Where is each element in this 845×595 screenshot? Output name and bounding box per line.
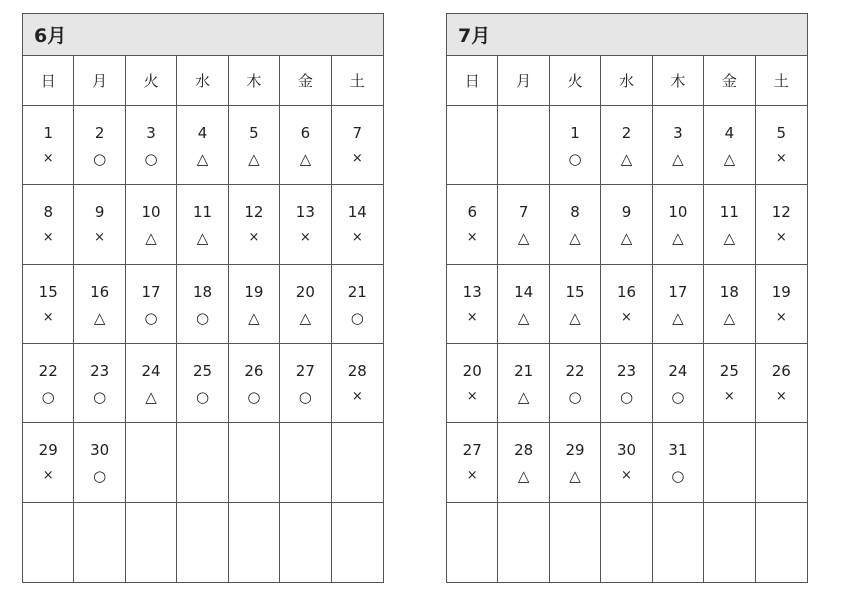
- availability-mark: ×: [775, 151, 787, 166]
- day-cell[interactable]: [447, 423, 498, 502]
- day-number: 22: [565, 362, 585, 380]
- day-cell[interactable]: [653, 423, 704, 502]
- day-number: 6: [300, 124, 311, 142]
- day-cell[interactable]: [550, 344, 601, 423]
- day-number: 3: [146, 124, 156, 142]
- availability-mark: △: [723, 308, 736, 327]
- day-number: 16: [90, 282, 110, 301]
- day-number: 11: [719, 203, 739, 222]
- day-number: 10: [668, 203, 688, 222]
- availability-mark: △: [196, 229, 209, 248]
- empty-cell: [332, 423, 383, 502]
- day-cell[interactable]: [74, 106, 125, 185]
- day-number: 15: [565, 282, 585, 301]
- day-cell[interactable]: [756, 344, 807, 423]
- availability-mark: ○: [671, 388, 685, 406]
- day-cell[interactable]: [550, 106, 601, 185]
- availability-mark: ○: [568, 388, 582, 406]
- empty-cell: [498, 106, 549, 185]
- day-cell[interactable]: [601, 344, 652, 423]
- day-cell[interactable]: [653, 106, 704, 185]
- day-number: 15: [38, 282, 58, 301]
- day-cell[interactable]: [74, 423, 125, 502]
- day-number: 20: [462, 362, 482, 380]
- availability-mark: △: [517, 229, 530, 248]
- availability-mark: ○: [144, 308, 158, 327]
- availability-mark: △: [620, 229, 633, 248]
- availability-mark: ×: [351, 230, 363, 246]
- availability-mark: ×: [42, 151, 54, 166]
- day-number: 19: [771, 282, 791, 301]
- availability-mark: ×: [775, 230, 787, 246]
- day-number: 13: [462, 282, 482, 301]
- weekday-header: 木: [229, 56, 280, 106]
- day-number: 8: [43, 203, 53, 222]
- empty-cell: [498, 503, 549, 582]
- day-number: 3: [673, 124, 683, 142]
- empty-cell: [704, 503, 755, 582]
- empty-cell: [280, 423, 331, 502]
- day-cell[interactable]: [229, 344, 280, 423]
- availability-mark: △: [93, 308, 106, 327]
- empty-cell: [550, 503, 601, 582]
- weekday-header: 日: [447, 56, 498, 106]
- availability-mark: △: [723, 229, 736, 248]
- day-number: 10: [141, 203, 161, 222]
- availability-mark: ×: [621, 468, 632, 484]
- day-number: 23: [90, 362, 110, 380]
- day-number: 17: [668, 282, 688, 301]
- availability-mark: △: [517, 388, 530, 406]
- day-number: 25: [719, 362, 739, 380]
- empty-cell: [332, 503, 383, 582]
- day-number: 21: [514, 362, 534, 380]
- empty-cell: [126, 423, 177, 502]
- day-cell[interactable]: [704, 265, 755, 344]
- day-cell[interactable]: [126, 265, 177, 344]
- day-number: 4: [724, 124, 735, 142]
- day-number: 24: [141, 362, 161, 380]
- day-number: 18: [192, 282, 213, 301]
- availability-mark: ×: [466, 230, 478, 246]
- day-number: 27: [295, 362, 315, 380]
- day-number: 7: [518, 203, 529, 222]
- day-cell[interactable]: [332, 344, 383, 423]
- availability-mark: △: [517, 308, 530, 327]
- day-cell[interactable]: [704, 344, 755, 423]
- empty-cell: [229, 423, 280, 502]
- weekday-header: 水: [601, 56, 652, 106]
- day-cell[interactable]: [498, 185, 549, 264]
- availability-mark: ×: [775, 389, 787, 404]
- day-cell[interactable]: [229, 106, 280, 185]
- availability-mark: ×: [42, 230, 54, 246]
- weekday-header: 木: [653, 56, 704, 106]
- day-number: 28: [514, 441, 534, 460]
- day-number: 14: [347, 203, 367, 222]
- availability-mark: ○: [195, 308, 210, 327]
- day-number: 30: [90, 441, 110, 460]
- availability-mark: ×: [621, 309, 632, 325]
- day-cell[interactable]: [601, 265, 652, 344]
- day-cell[interactable]: [653, 185, 704, 264]
- empty-cell: [280, 503, 331, 582]
- availability-mark: ×: [466, 389, 478, 404]
- availability-mark: ○: [93, 388, 107, 406]
- availability-mark: △: [299, 150, 312, 168]
- day-number: 8: [570, 203, 580, 222]
- availability-mark: ×: [299, 230, 311, 246]
- empty-cell: [177, 503, 228, 582]
- availability-mark: △: [569, 308, 581, 327]
- day-cell[interactable]: [74, 185, 125, 264]
- day-cell[interactable]: [550, 265, 601, 344]
- weekday-header: 金: [280, 56, 331, 106]
- day-cell[interactable]: [126, 106, 177, 185]
- day-cell[interactable]: [653, 344, 704, 423]
- day-cell[interactable]: [229, 265, 280, 344]
- day-cell[interactable]: [126, 344, 177, 423]
- day-number: 7: [352, 124, 363, 142]
- availability-mark: ×: [351, 151, 363, 166]
- empty-cell: [447, 503, 498, 582]
- day-cell[interactable]: [23, 265, 74, 344]
- day-number: 1: [570, 124, 580, 142]
- weekday-header: 土: [756, 56, 807, 106]
- day-cell[interactable]: [756, 185, 807, 264]
- availability-mark: ○: [247, 388, 261, 406]
- day-number: 12: [244, 203, 264, 222]
- availability-mark: △: [299, 308, 312, 327]
- day-number: 29: [38, 441, 58, 460]
- day-cell[interactable]: [550, 423, 601, 502]
- weekday-header: 月: [74, 56, 125, 106]
- availability-mark: △: [672, 308, 684, 327]
- availability-mark: △: [145, 229, 157, 248]
- availability-mark: ○: [41, 388, 55, 406]
- empty-cell: [74, 503, 125, 582]
- day-number: 5: [249, 124, 259, 142]
- day-cell[interactable]: [23, 423, 74, 502]
- day-number: 13: [295, 203, 315, 222]
- day-number: 14: [514, 282, 534, 301]
- availability-mark: ×: [94, 230, 106, 246]
- availability-mark: △: [723, 150, 736, 168]
- availability-mark: △: [672, 150, 684, 168]
- day-number: 26: [244, 362, 264, 380]
- availability-mark: ○: [298, 388, 312, 406]
- day-number: 23: [616, 362, 637, 380]
- availability-mark: ○: [568, 150, 582, 168]
- empty-cell: [126, 503, 177, 582]
- day-cell[interactable]: [447, 185, 498, 264]
- day-cell[interactable]: [447, 344, 498, 423]
- availability-mark: ×: [248, 230, 260, 246]
- day-cell[interactable]: [498, 265, 549, 344]
- day-cell[interactable]: [23, 344, 74, 423]
- availability-mark: △: [196, 150, 209, 168]
- month-title: 7月: [447, 14, 807, 56]
- day-cell[interactable]: [23, 106, 74, 185]
- day-number: 1: [43, 124, 53, 142]
- day-cell[interactable]: [126, 185, 177, 264]
- empty-cell: [23, 503, 74, 582]
- day-number: 2: [621, 124, 632, 142]
- day-cell[interactable]: [601, 185, 652, 264]
- day-cell[interactable]: [229, 185, 280, 264]
- day-cell[interactable]: [756, 265, 807, 344]
- day-number: 17: [141, 282, 161, 301]
- availability-mark: ×: [42, 468, 54, 484]
- empty-cell: [704, 423, 755, 502]
- day-number: 22: [38, 362, 58, 380]
- availability-mark: △: [569, 229, 581, 248]
- day-number: 16: [616, 282, 637, 301]
- month-title: 6月: [23, 14, 383, 56]
- availability-mark: ×: [723, 389, 735, 404]
- day-cell[interactable]: [177, 344, 228, 423]
- day-cell[interactable]: [332, 265, 383, 344]
- availability-mark: ×: [351, 389, 363, 404]
- empty-cell: [447, 106, 498, 185]
- day-cell[interactable]: [653, 265, 704, 344]
- day-number: 4: [197, 124, 208, 142]
- availability-mark: △: [517, 467, 530, 486]
- availability-mark: △: [248, 308, 260, 327]
- day-number: 2: [94, 124, 105, 142]
- empty-cell: [756, 503, 807, 582]
- day-number: 19: [244, 282, 264, 301]
- day-number: 24: [668, 362, 688, 380]
- day-cell[interactable]: [177, 106, 228, 185]
- day-cell[interactable]: [280, 265, 331, 344]
- day-cell[interactable]: [447, 265, 498, 344]
- day-cell[interactable]: [601, 423, 652, 502]
- day-cell[interactable]: [74, 344, 125, 423]
- day-number: 18: [719, 282, 739, 301]
- day-number: 31: [668, 441, 688, 460]
- day-number: 11: [192, 203, 213, 222]
- empty-cell: [756, 423, 807, 502]
- day-number: 30: [616, 441, 637, 460]
- day-cell[interactable]: [332, 185, 383, 264]
- availability-mark: ×: [466, 309, 478, 325]
- day-cell[interactable]: [23, 185, 74, 264]
- empty-cell: [653, 503, 704, 582]
- day-number: 29: [565, 441, 585, 460]
- day-number: 21: [347, 282, 367, 301]
- availability-mark: ○: [93, 150, 107, 168]
- availability-mark: △: [672, 229, 684, 248]
- weekday-header: 火: [126, 56, 177, 106]
- day-cell[interactable]: [280, 344, 331, 423]
- day-cell[interactable]: [704, 106, 755, 185]
- day-cell[interactable]: [498, 344, 549, 423]
- calendar-grid: [447, 56, 807, 582]
- day-cell[interactable]: [280, 106, 331, 185]
- availability-mark: ○: [619, 388, 634, 406]
- weekday-header: 水: [177, 56, 228, 106]
- availability-mark: △: [145, 388, 157, 406]
- availability-mark: △: [248, 150, 260, 168]
- day-cell[interactable]: [332, 106, 383, 185]
- day-cell[interactable]: [280, 185, 331, 264]
- empty-cell: [229, 503, 280, 582]
- availability-mark: ○: [195, 388, 210, 406]
- day-cell[interactable]: [756, 106, 807, 185]
- day-number: 26: [771, 362, 791, 380]
- weekday-header: 金: [704, 56, 755, 106]
- day-number: 25: [192, 362, 213, 380]
- empty-cell: [177, 423, 228, 502]
- weekday-header: 土: [332, 56, 383, 106]
- day-cell[interactable]: [498, 423, 549, 502]
- weekday-header: 月: [498, 56, 549, 106]
- day-cell[interactable]: [177, 185, 228, 264]
- availability-mark: △: [620, 150, 633, 168]
- day-number: 6: [467, 203, 477, 222]
- day-cell[interactable]: [704, 185, 755, 264]
- calendar-july: [446, 13, 808, 583]
- day-cell[interactable]: [74, 265, 125, 344]
- day-number: 20: [295, 282, 315, 301]
- day-cell[interactable]: [177, 265, 228, 344]
- calendar-grid: [23, 56, 383, 582]
- availability-mark: ○: [350, 308, 364, 327]
- availability-mark: ○: [93, 467, 107, 486]
- availability-mark: ○: [144, 150, 158, 168]
- day-cell[interactable]: [601, 106, 652, 185]
- day-number: 27: [462, 441, 482, 460]
- day-number: 28: [347, 362, 367, 380]
- availability-mark: ×: [775, 309, 787, 325]
- calendar-june: [22, 13, 384, 583]
- day-cell[interactable]: [550, 185, 601, 264]
- weekday-header: 日: [23, 56, 74, 106]
- availability-mark: ×: [466, 468, 478, 484]
- weekday-header: 火: [550, 56, 601, 106]
- day-number: 12: [771, 203, 791, 222]
- empty-cell: [601, 503, 652, 582]
- availability-mark: ○: [671, 467, 685, 486]
- day-number: 9: [94, 203, 105, 222]
- availability-mark: △: [569, 467, 581, 486]
- day-number: 5: [776, 124, 787, 142]
- day-number: 9: [621, 203, 632, 222]
- availability-mark: ×: [42, 309, 54, 325]
